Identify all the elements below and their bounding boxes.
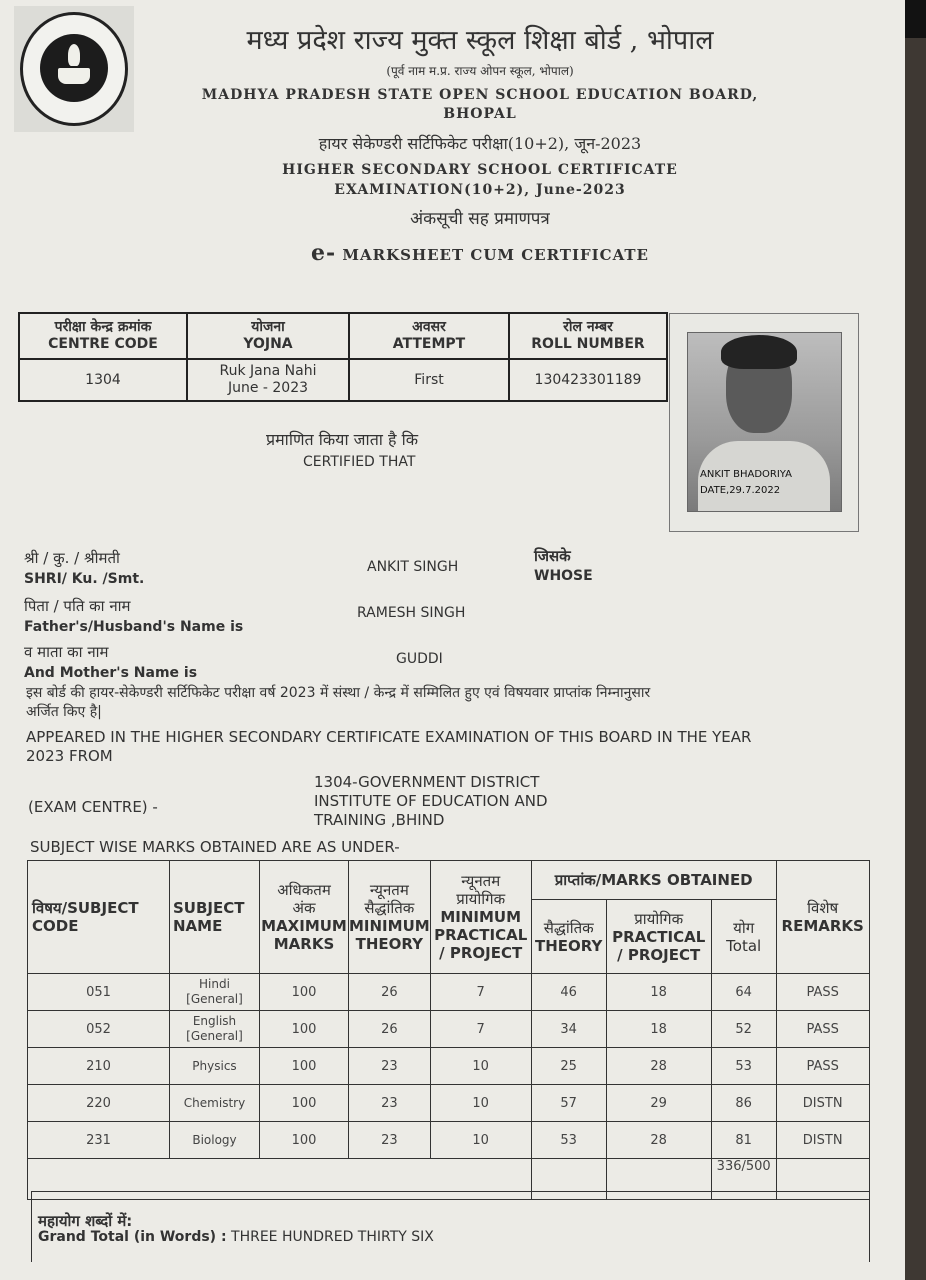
yojna-line1: Ruk Jana Nahi [219, 363, 317, 379]
certify-hindi: प्रमाणित किया जाता है कि [266, 430, 419, 449]
practical-marks: 28 [606, 1048, 711, 1085]
header-remarks-english: REMARKS [781, 917, 864, 935]
table-row [28, 1085, 870, 1122]
header-max-marks [260, 861, 349, 974]
centre-code-header [19, 313, 187, 359]
board-title-hindi: मध्य प्रदेश राज्य मुक्त स्कूल शिक्षा बोर्ड , भोपाल [246, 25, 714, 56]
header-max-hindi1: अधिकतम [277, 881, 331, 899]
max-marks: 100 [260, 1122, 349, 1159]
header-minp-english3: / PROJECT [439, 944, 523, 962]
min-practical: 10 [430, 1048, 531, 1085]
doc-type-english [160, 240, 800, 266]
centre-code-value: 1304 [19, 359, 187, 401]
min-practical: 10 [430, 1122, 531, 1159]
exam-title-english [160, 160, 800, 200]
subject-wise-heading: SUBJECT WISE MARKS OBTAINED ARE AS UNDER- [30, 838, 400, 856]
marks-table [27, 860, 870, 1200]
header-remarks [776, 861, 869, 974]
header-english: ATTEMPT [392, 336, 466, 352]
min-theory: 23 [349, 1122, 431, 1159]
father-label-hindi: पिता / पति का नाम [24, 597, 131, 615]
header-marks-obtained: प्राप्तांक/MARKS OBTAINED [531, 861, 776, 900]
whose-hindi: जिसके [534, 547, 571, 565]
statement-hindi [26, 684, 866, 722]
name-label-english: SHRI/ Ku. /Smt. [24, 571, 145, 587]
mother-name: GUDDI [396, 651, 443, 667]
attempt-header [349, 313, 509, 359]
remarks: PASS [776, 1011, 869, 1048]
words-value: THREE HUNDRED THIRTY SIX [231, 1229, 434, 1245]
board-title-line2: BHOPAL [443, 106, 517, 122]
subject-name-line1: English [192, 1014, 237, 1028]
header-theory [531, 900, 606, 974]
header-code-line1: विषय/SUBJECT [32, 899, 139, 917]
table-row [28, 974, 870, 1011]
statement-hindi-line1: इस बोर्ड की हायर-सेकेण्डरी सर्टिफिकेट परीक्षा वर्ष 2023 में संस्था / केन्द्र में सम्मिलित हुए एवं विषयवार प्राप्तांक निम्नानुसार [26, 685, 651, 701]
exam-title-line1: HIGHER SECONDARY SCHOOL CERTIFICATE [282, 162, 678, 178]
total-marks: 52 [711, 1011, 776, 1048]
flame-icon [68, 44, 80, 66]
subject-code: 231 [28, 1122, 170, 1159]
roll-number-header [509, 313, 667, 359]
mother-label-hindi: व माता का नाम [24, 643, 109, 661]
header-hindi: परीक्षा केन्द्र क्रमांक [54, 319, 152, 335]
max-marks: 100 [260, 974, 349, 1011]
doc-type-hindi: अंकसूची सह प्रमाणपत्र [410, 209, 550, 229]
background-edge [905, 38, 926, 1280]
certify-english: CERTIFIED THAT [303, 454, 416, 470]
header-theory-hindi: सैद्धांतिक [543, 918, 594, 937]
practical-marks: 28 [606, 1122, 711, 1159]
max-marks: 100 [260, 1085, 349, 1122]
header-minp-english2: PRACTICAL [434, 926, 528, 944]
statement-english-line2: 2023 FROM [26, 747, 113, 765]
header-minp-hindi1: न्यूनतम [461, 872, 501, 890]
former-name: (पूर्व नाम म.प्र. राज्य ओपन स्कूल, भोपाल) [386, 64, 574, 78]
table-row [28, 1048, 870, 1085]
theory-marks: 46 [531, 974, 606, 1011]
name-label-hindi: श्री / कु. / श्रीमती [24, 549, 120, 567]
header-max-english2: MARKS [273, 935, 335, 953]
header-name-line1: SUBJECT [173, 899, 245, 917]
grand-total-words [38, 1229, 434, 1245]
subject-name-line1: Hindi [199, 977, 230, 991]
header-minp-hindi2: प्रायोगिक [456, 890, 506, 908]
candidate-name: ANKIT SINGH [367, 559, 459, 575]
remarks: PASS [776, 1048, 869, 1085]
header-english: CENTRE CODE [48, 336, 158, 352]
grand-total-words-box [31, 1191, 870, 1262]
subject-code: 052 [28, 1011, 170, 1048]
photo-hair [721, 335, 797, 369]
yojna-value [187, 359, 349, 401]
subject-code: 210 [28, 1048, 170, 1085]
remarks: DISTN [776, 1122, 869, 1159]
header-english: YOJNA [243, 336, 293, 352]
header-prac-hindi: प्रायोगिक [634, 909, 684, 928]
header-hindi: अवसर [412, 319, 446, 335]
max-marks: 100 [260, 1048, 349, 1085]
candidate-photo [687, 332, 842, 512]
practical-marks: 18 [606, 1011, 711, 1048]
theory-marks: 25 [531, 1048, 606, 1085]
header-english: ROLL NUMBER [531, 336, 645, 352]
exam-centre-label: (EXAM CENTRE) - [28, 798, 158, 816]
photo-box [669, 313, 859, 532]
father-name: RAMESH SINGH [357, 605, 466, 621]
words-label: Grand Total (in Words) : [38, 1229, 227, 1245]
header-min-theory [349, 861, 431, 974]
max-marks: 100 [260, 1011, 349, 1048]
total-marks: 53 [711, 1048, 776, 1085]
subject-name [170, 974, 260, 1011]
subject-name: Physics [170, 1048, 260, 1085]
min-theory: 23 [349, 1048, 431, 1085]
header-min-english2: THEORY [355, 935, 424, 953]
photo-caption-name: ANKIT BHADORIYA [700, 469, 792, 480]
header-prac-english1: PRACTICAL [612, 927, 706, 946]
statement-hindi-line2: अर्जित किए है| [26, 704, 102, 720]
subject-code: 051 [28, 974, 170, 1011]
board-logo [14, 6, 134, 132]
header-code-line2: CODE [32, 917, 79, 935]
yojna-header [187, 313, 349, 359]
header-subject-name [170, 861, 260, 974]
remarks: PASS [776, 974, 869, 1011]
header-min-english1: MINIMUM [349, 917, 430, 935]
header-max-hindi2: अंक [292, 899, 316, 917]
grand-total: 336/500 [711, 1159, 776, 1200]
exam-centre-name [314, 773, 548, 830]
header-total-english: Total [726, 936, 762, 955]
header-name-line2: NAME [173, 917, 223, 935]
words-label-hindi: महायोग शब्दों में: [38, 1212, 133, 1230]
father-label-english: Father's/Husband's Name is [24, 619, 244, 635]
board-title-english [160, 86, 800, 124]
remarks: DISTN [776, 1085, 869, 1122]
candidate-info-table [18, 312, 668, 402]
yojna-line2: June - 2023 [227, 380, 309, 396]
exam-title-hindi: हायर सेकेण्डरी सर्टिफिकेट परीक्षा(10+2), जून-2023 [318, 134, 642, 153]
min-practical: 10 [430, 1085, 531, 1122]
min-practical: 7 [430, 1011, 531, 1048]
subject-name [170, 1011, 260, 1048]
photo-caption [700, 467, 792, 499]
book-icon [58, 68, 90, 84]
total-marks: 64 [711, 974, 776, 1011]
subject-name: Biology [170, 1122, 260, 1159]
subject-name-line2: [General] [186, 1029, 243, 1043]
total-marks: 86 [711, 1085, 776, 1122]
practical-marks: 29 [606, 1085, 711, 1122]
doc-type-label: MARKSHEET CUM CERTIFICATE [342, 246, 649, 264]
board-title-line1: MADHYA PRADESH STATE OPEN SCHOOL EDUCATION BOARD, [201, 87, 759, 103]
whose-english: WHOSE [534, 568, 593, 584]
header-total-hindi: योग [733, 918, 755, 937]
exam-centre-line2: INSTITUTE OF EDUCATION AND [314, 792, 548, 810]
subject-name-line2: [General] [186, 992, 243, 1006]
photo-caption-date: DATE,29.7.2022 [700, 485, 781, 496]
theory-marks: 34 [531, 1011, 606, 1048]
header-hindi: रोल नम्बर [563, 319, 613, 335]
mother-label-english: And Mother's Name is [24, 665, 198, 681]
subject-name: Chemistry [170, 1085, 260, 1122]
statement-english-line1: APPEARED IN THE HIGHER SECONDARY CERTIFICATE EXAMINATION OF THIS BOARD IN THE YEAR [26, 728, 752, 746]
exam-title-line2: EXAMINATION(10+2), June-2023 [334, 182, 626, 198]
header-max-english1: MAXIMUM [261, 917, 347, 935]
table-row [28, 1122, 870, 1159]
total-marks: 81 [711, 1122, 776, 1159]
attempt-value: First [349, 359, 509, 401]
header-practical [606, 900, 711, 974]
subject-code: 220 [28, 1085, 170, 1122]
theory-marks: 53 [531, 1122, 606, 1159]
header-min-practical [430, 861, 531, 974]
statement-english [26, 728, 866, 766]
theory-marks: 57 [531, 1085, 606, 1122]
practical-marks: 18 [606, 974, 711, 1011]
min-theory: 23 [349, 1085, 431, 1122]
table-row [28, 1011, 870, 1048]
header-min-hindi2: सैद्धांतिक [364, 899, 415, 917]
min-practical: 7 [430, 974, 531, 1011]
header-minp-english1: MINIMUM [440, 908, 522, 926]
header-subject-code [28, 861, 170, 974]
doc-e-prefix: e- [311, 240, 337, 266]
header-remarks-hindi: विशेष [807, 899, 839, 917]
header-min-hindi1: न्यूनतम [369, 881, 409, 899]
header-prac-english2: / PROJECT [617, 945, 701, 964]
exam-centre-line3: TRAINING ,BHIND [314, 811, 445, 829]
header-theory-english: THEORY [534, 936, 603, 955]
exam-centre-line1: 1304-GOVERNMENT DISTRICT [314, 773, 540, 791]
min-theory: 26 [349, 974, 431, 1011]
header-hindi: योजना [251, 319, 285, 335]
header-total [711, 900, 776, 974]
roll-number-value: 130423301189 [509, 359, 667, 401]
min-theory: 26 [349, 1011, 431, 1048]
